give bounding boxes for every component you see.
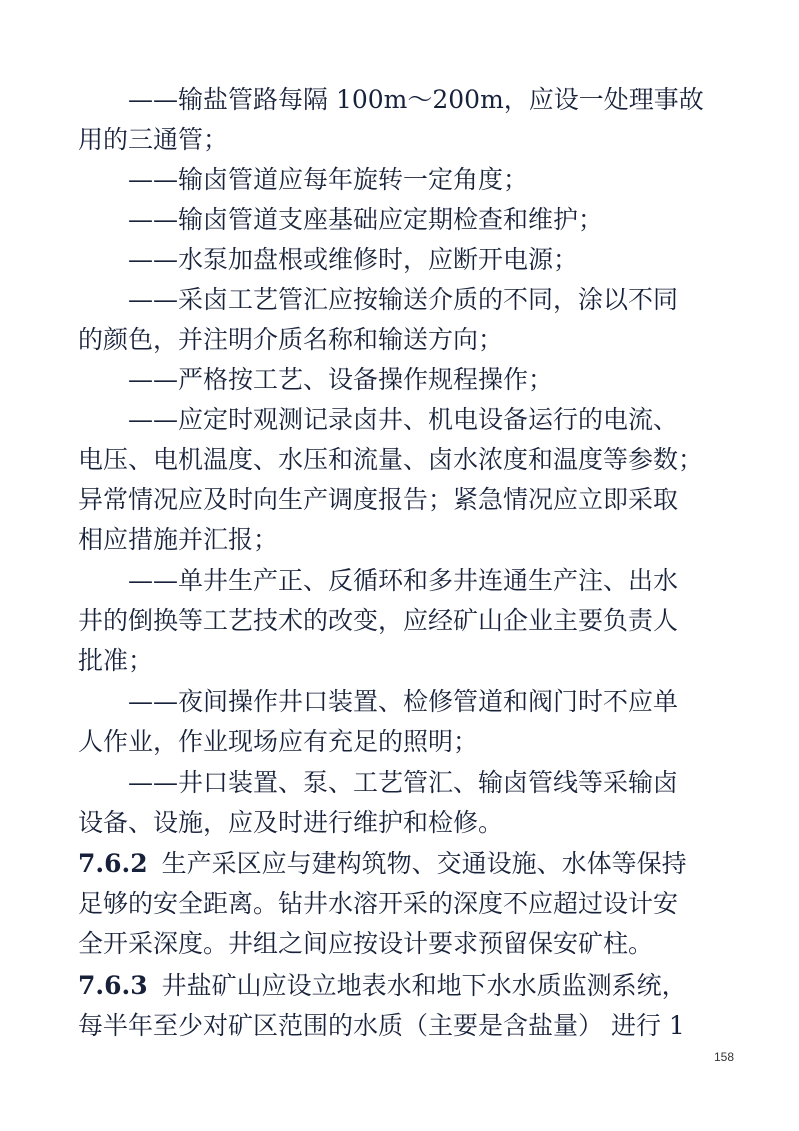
section-number: 7.6.3 [78,971,148,1000]
text-line: 电压、电机温度、水压和流量、卤水浓度和温度等参数； [78,445,704,474]
text-line: 用的三通管； [78,125,229,154]
section-number: 7.6.2 [78,849,148,878]
text-line: 全开采深度。井组之间应按设计要求预留保安矿柱。 [78,929,654,958]
section-7-6-3-heading-line [78,966,728,1006]
text-line: 每半年至少对矿区范围的水质（主要是含盐量） 进行 1 [78,1011,685,1040]
text-line: ——严格按工艺、设备操作规程操作； [128,365,554,394]
page-number: 158 [713,1050,734,1064]
text-line: 的颜色，并注明介质名称和输送方向； [78,325,504,354]
text-line: ——采卤工艺管汇应按输送介质的不同，涂以不同 [128,285,679,314]
text-line: ——单井生产正、反循环和多井连通生产注、出水 [128,566,679,595]
text-line: 相应措施并汇报； [78,525,279,554]
text-line: ——夜间操作井口装置、检修管道和阀门时不应单 [128,687,679,716]
text-line: 批准； [78,646,154,675]
text-line: ——应定时观测记录卤井、机电设备运行的电流、 [128,405,679,434]
text-line: 井的倒换等工艺技术的改变，应经矿山企业主要负责人 [78,606,679,635]
text-line: ——输卤管道应每年旋转一定角度； [128,165,529,194]
section-7-6-2-heading-line [78,844,728,884]
section-text: 生产采区应与建构筑物、交通设施、水体等保持 [161,849,687,878]
text-line: ——井口装置、泵、工艺管汇、输卤管线等采输卤 [128,768,679,797]
text-line: ——水泵加盘根或维修时，应断开电源； [128,245,579,274]
text-line: 异常情况应及时向生产调度报告；紧急情况应立即采取 [78,485,679,514]
text-line: 设备、设施，应及时进行维护和检修。 [78,808,504,837]
text-line: ——输卤管道支座基础应定期检查和维护； [128,205,604,234]
text-line: ——输盐管路每隔 100m～200m，应设一处理事故 [128,85,704,114]
text-line: 足够的安全距离。钻井水溶开采的深度不应超过设计安 [78,889,679,918]
text-line: 人作业，作业现场应有充足的照明； [78,727,479,756]
section-text: 井盐矿山应设立地表水和地下水水质监测系统， [161,971,687,1000]
